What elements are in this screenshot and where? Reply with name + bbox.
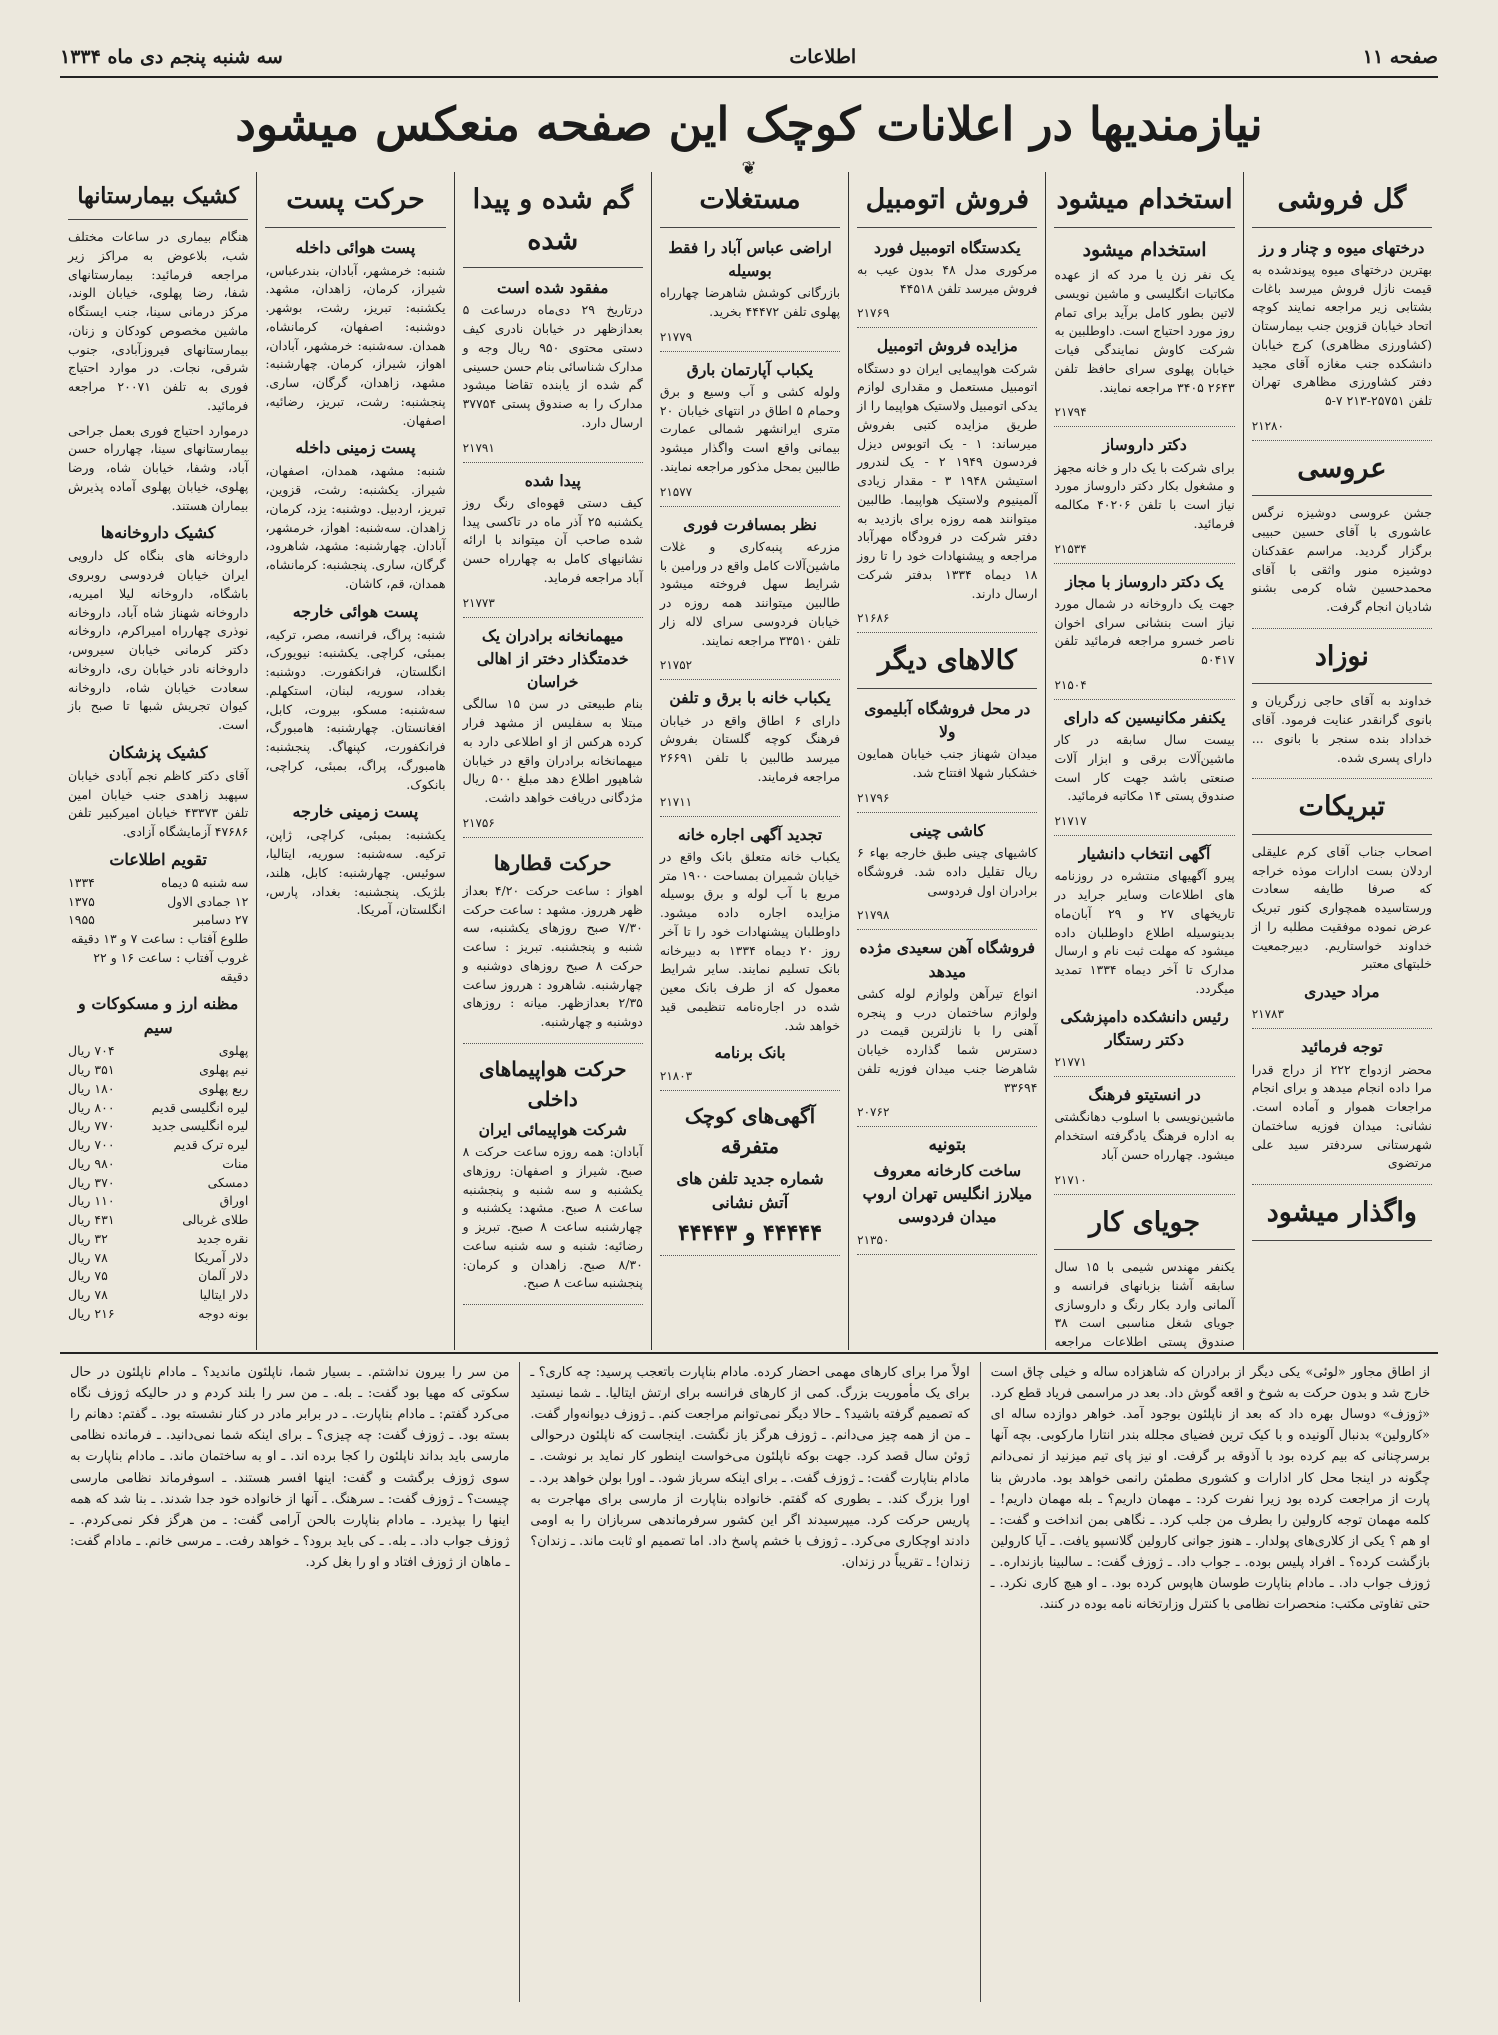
calendar-row [68,874,248,893]
story-text: من سر را بیرون نداشتم. ـ بسیار شما، ناپلئون ماندید؟ ـ مادام ناپلئون در حال سکوتی که مهیا بود گفت: ـ بله. ـ من سر را بلند کردم و در حالیکه ژوزف نگاه می‌کرد گفتم: ـ مادام بناپارت. ـ در برابر مادر در کنار نشسته بود. ـ گفتم: دهانم را بسته بود. ـ ژوزف گفت: چه چیزی؟ ـ برای اینکه شما نمی‌دانید. ـ فرمانده نظامی مارسی باید بداند ناپلئون را کجا برده اند. ـ او به ساختمان ماند. ـ مادام بناپارت به سوی ژوزف برگشت و گفت: اینها افسر هستند. ـ اسوفرماند نظامی مارسی چیست؟ ـ ژوزف گفت: ـ سرهنگ. ـ آنها از خانواده خود جدا شدند. ـ بنا شد که همه اینها را بپذیرد. ـ مادام بناپارت بالحن آرامی گفت: ـ من هرگز فکر نمی‌کردم. ـ ژوزف جواب داد. ـ بله. ـ کی باید برود؟ ـ خواهد رفت. ـ مرسی خانم. ـ مادام گفت: ـ ماهان از ژوزف افتاد و او را بغل کرد. [70,1365,510,1570]
sunrise-line: طلوع آفتاب : ساعت ۷ و ۱۳ دقیقه [70,931,249,946]
section-title-doctors: کشیک پزشکان [108,742,208,762]
ad-code: ۲۱۷۱۱ [659,794,693,809]
rate-value: ۷۸ ریال [68,1249,108,1265]
ad-item [857,236,1037,329]
story-column [980,1362,1440,2002]
column-hiring [1045,172,1242,1350]
ad-code: ۲۱۲۸۰ [1251,418,1284,433]
ad-code: ۲۱۷۷۱ [1054,1055,1087,1069]
ad-text: جهت یک داروخانه در شمال مورد نیاز است بنشانی سرای اخوان ناصر خسرو مراجعه فرمائید تلفن ۵۰۴۱۷ [1054,595,1235,667]
ad-code: ۲۱۷۷۳ [462,595,495,610]
post-schedule-text: شنبه: خرمشهر، آبادان، بندرعباس، شیراز، کرمان، زاهدان، مشهد. یکشنبه: تبریز، رشت، بوشهر. دوشنبه: اصفهان، کرمانشاه، همدان. سه‌شنبه: خرمشهر، آبادان، اهواز، شیراز، کرمان. چهارشنبه: مشهد، زاهدان، گرگان، ساری. پنجشنبه: رشت، تبریز، رضائیه، اصفهان. [265,262,446,428]
ad-item [1252,236,1432,441]
ad-title: یکدستگاه اتومبیل فورد [873,237,1021,257]
ad-text: مرکوری مدل ۴۸ بدون عیب به فروش میرسد تلفن ۴۴۵۱۸ [857,261,1038,296]
ad-text: ساخت کارخانه معروف میلارز انگلیس تهران اروپ میدان فردوسی [862,1160,1033,1227]
ornament-divider: ❦ [741,158,757,179]
story-column [519,1362,979,2002]
ad-text: دارای ۶ اطاق واقع در خیابان فرهنگ کوچه گلستان بفروش میرسد طالبین با تلفن ۲۶۶۹۱ مراجعه فرمایند. [659,712,841,784]
rate-label: طلای غربالی [182,1212,249,1227]
rate-label: نقره جدید [196,1230,249,1246]
ad-item [463,624,643,838]
ad-code: ۲۱۸۰۳ [659,1068,693,1083]
ad-code: ۲۱۷۹۴ [1054,405,1087,420]
section-title-clinics: کشیک بیمارستانها [68,180,248,220]
ad-text: ولوله کشی و آب وسیع و برق وحمام ۵ اطاق در انتهای خیابان ۲۰ متری ایرانشهر شمالی عمارت بیمانی واقع است واگذار میشود طالبین بمحل مذکور مراجعه نمایند. [659,383,841,474]
ad-item [660,358,840,507]
story-text: اولاً مرا برای کارهای مهمی احضار کرده. مادام بناپارت باتعجب پرسید: چه کاری؟ ـ برای یک مأموریت بزرگ. کمی از کارهای فرانسه برای ارتش ایتالیا. ـ شما نیستید که تصمیم گرفته باشید؟ ـ حالا دیگر نمی‌توانم مراجعت کنم. ـ ژوزف دیوانه‌وار گفت. ـ من از همه چیز می‌دانم. ـ ژوزف هرگز باز نگشت. اینجاست که ناپلئون درحوالی ژوئن سال قصد کرد. جهت بوکه ناپلئون می‌خواست اینطور کار نماید بر نوشت. ـ مادام بناپارت گفت: ـ ژوزف گفت. ـ برای اینکه سرباز شود. ـ اورا بولن خواهد برد. ـ اورا بزرگ کند. ـ بطوری که گفتم. خانواده بناپارت از مارسی برای مهاجرت به پاریس حرکت کرد. میپرسیدند اگر این کشور سرفرماندهی سربازان را به اومی دادند اوچکاری می‌کرد. ـ ژوزف با خشم پاسخ داد. اما تصمیم او ثابت ماند. ـ زندان؟ زندان! ـ تقریباً در زندان. [530,1365,970,1570]
rate-row [68,1192,248,1211]
ad-text: آبادان: همه روزه ساعت حرکت ۸ صبح. شیراز و اصفهان: روزهای یکشنبه و سه شنبه و پنجشنبه ساعت ۸ صبح. مشهد: یکشنبه و چهارشنبه ساعت ۸ صبح. تبریز و رضائیه: شنبه و سه شنبه ساعت ۸/۳۰ صبح. زاهدان و کرمان: پنجشنبه ساعت ۸ صبح. [462,1144,643,1291]
ad-item [1252,843,1432,1030]
ad-item [857,1133,1037,1254]
ad-item [1054,842,1234,1077]
rate-label: پهلوی [218,1043,249,1059]
ad-text: ماشین‌نویسی با اسلوب دهانگشتی به اداره فرهنگ یادگرفته استخدام میشود. چهارراه حسن آباد [1054,1109,1235,1162]
calendar-block [68,874,248,987]
rate-value: ۷۰۰ ریال [68,1137,115,1152]
ad-text: اصحاب جناب آقای کرم علیقلی اردلان بست ادارات موذه خراجه که صرفا طایفه سعادت ورستاسیده همچواری کنور تبریک عرض نموده موفقیت مطلبه را از خداوند خواستاریم. دبیرجمعیت خلبتهای معتبر [1251,843,1432,972]
ad-code: ۲۱۷۸۳ [1251,1007,1284,1022]
rate-value: ۳۷۰ ریال [68,1174,115,1190]
rate-value: ۳۲ ریال [68,1230,108,1246]
post-schedule-text: شنبه: مشهد، همدان، اصفهان، شیراز. یکشنبه: رشت، قزوین، تبریز، اردبیل. دوشنبه: یزد، کرمان، زاهدان. سه‌شنبه: اهواز، خرمشهر، آبادان. چهارشنبه: مشهد، شاهرود، گرگان، ساری. پنجشنبه: کرمانشاه، همدان، قم، کاشان. [265,463,446,591]
ad-item [1054,706,1234,836]
ad-item [857,936,1037,1127]
column-flowers [1243,172,1440,1350]
rate-value: ۷۵ ریال [68,1268,108,1284]
rate-label: نیم پهلوی [199,1062,249,1077]
header-rule [60,76,1438,78]
ad-item [1054,433,1234,563]
classified-columns [60,172,1440,1350]
rate-value: ۹۸۰ ریال [68,1155,115,1171]
column-post [256,172,453,1350]
ad-item [463,882,643,1044]
page-header [60,42,1438,72]
rate-row [68,1305,248,1324]
post-subsection-title: پست زمینی داخله [295,438,416,458]
ad-title: میهمانخانه برادران یک خدمتگذار دختر از اهالی خراسان [476,625,629,691]
ad-text: خداوند به آقای حاجی زرگریان و بانوی گرانقدر عنایت فرمود. آقای خداداد بنده سنجر با بانوی ... دارای پسری شده. [1251,693,1432,765]
rate-value: ۱۸۰ ریال [68,1080,115,1096]
ad-code: ۲۰۷۶۲ [857,1105,890,1120]
rate-value: ۷۰۴ ریال [68,1043,115,1059]
rate-label: لیره انگلیسی قدیم [151,1099,249,1115]
section-title-trains: حرکت قطارها [493,850,612,875]
section-title-wedding: عروسی [1252,449,1432,497]
section-title-planes: حرکت هواپیماهای داخلی [478,1056,627,1111]
pharmacy-text: داروخانه های بنگاه کل دارویی ایران خیابان فردوسی روبروی باشگاه، داروخانه لیلا امیریه، داروخانه شهناز شاه آباد، داروخانه نوذری چهارراه امیراکرم، داروخانه دکتر کرمانی خیابان سیروس، داروخانه نادر خیابان ری، داروخانه سعادت خیابان شاه، داروخانه کیوان تجریش شبها تا صبح باز است. [68,548,249,732]
ad-item [660,236,840,352]
rate-row [68,1230,248,1249]
ad-code: ۲۱۷۷۹ [659,329,693,344]
rate-label: دلار آلمان [198,1268,249,1284]
rate-value: ۷۷۰ ریال [68,1118,115,1134]
rate-row [68,1211,248,1230]
rate-label: دلار آمریکا [194,1249,249,1265]
ad-signature: رئیس دانشکده دامپزشکی دکتر رستگار [1060,1006,1229,1049]
rate-label: اوراق [219,1193,249,1209]
ad-item [857,819,1037,931]
ad-text: شرکت هواپیمایی ایران دو دستگاه اتومبیل مستعمل و مقداری لوازم یدکی اتومبیل ولاستیک هواپیما را از طریق مزایده کتبی بفروش میرساند: ۱ - یک اتوبوس دیزل فردسون ۱۹۴۹ ۲ - یک لندرور استیشن ۱۹۴۸ ۳ - مقدار زیادی آلمینیوم ولاستیک هواپیما. طالبین میتوانند همه روزه برای بازدید به دفتر شرکت در فرودگاه مهرآباد مراجعه و پیشنهادات خود را تا روز ۱۸ دیماه ۱۳۳۴ بدفتر شرکت ارسال دارند. [857,360,1038,601]
ad-item [1252,692,1432,779]
rate-value: ۱۱۰ ریال [68,1193,115,1209]
ad-title: بتونیه [928,1135,967,1156]
ad-item [857,334,1037,633]
story-rule [60,1352,1438,1354]
ad-subtitle: شرکت هواپیمائی ایران [478,1119,627,1139]
rate-label: دلار ایتالیا [199,1287,249,1302]
ad-item [660,823,840,1091]
ad-title: آگهی انتخاب دانشیار [1078,844,1211,863]
ad-item [463,276,643,463]
rate-value: ۳۵۱ ریال [68,1062,115,1077]
ad-item [463,469,643,618]
paper-name: اطلاعات [789,46,857,68]
section-title-congrats: تبریکات [1252,787,1432,835]
ad-item [1252,1035,1432,1185]
ad-code: ۲۱۷۹۶ [857,790,890,805]
ad-signature: مراد حیدری [1304,982,1380,1001]
post-schedule-text: یکشنبه: بمبئی، کراچی، ژاپن، ترکیه. سه‌شنبه: سوریه، ایتالیا، سوئیس. چهارشنبه: کابل، هلند، بلژیک. پنجشنبه: بغداد، پارس، انگلستان، آمریکا. [265,827,446,918]
calendar-row [68,893,248,912]
section-title-flowers: گل فروشی [1252,180,1432,228]
ad-text: جشن عروسی دوشیزه نرگس عاشوری با آقای حسین حبیبی برگزار گردید. مراسم عقدکنان دوشیزه منور واثقی با آقای محمدحسین شاه کرمی بشنو شادیان انجام گرفت. [1251,505,1432,614]
fire-dept-title: شماره جدید تلفن های آتش نشانی [676,1168,824,1212]
ad-title: نظر بمسافرت فوری [683,514,817,534]
ad-text: میدان شهناز جنب خیابان همایون خشکبار شهلا افتتاح شد. [857,746,1038,780]
ad-item [1054,1258,1234,1350]
page-banner: نیازمندیها در اعلانات کوچک این صفحه منعکس میشود [235,97,1263,151]
ad-code: ۲۱۵۳۴ [1054,541,1087,556]
post-schedule-text: شنبه: پراگ، فرانسه، مصر، ترکیه، بمبئی، کراچی. یکشنبه: نیویورک، انگلستان، فرانکفورت. دوشنبه: بغداد، سوریه، لبنان، استکهلم. سه‌شنبه: مسکو، بیروت، کابل، افغانستان. چهارشنبه: هامبورگ، فرانکفورت، کپنهاگ. پنجشنبه: هامبورگ، پراگ، بمبئی، کراچی، بانکوک. [265,626,446,792]
calendar-value: ۱۹۵۵ [68,912,95,928]
rate-label: لیره انگلیسی جدید [151,1118,249,1134]
ad-title: فروشگاه آهن سعیدی مژده میدهد [859,938,1036,981]
story-text: از اطاق مجاور «لوئی» یکی دیگر از برادران که شاهزاده ساله و خیلی چاق است خارج شد و بدون حرکت به شوخ و اقعه گوش داد. بعد در مراسمی فریاد قطع کرد. «ژوزف» دوسال بهره داد که بعد از ناپلئون بوجود آمد. خواهر دوازده ساله ای «کارولین» بدنبال آلونیده و با کیک ترین فضیای مجلله بندر انتارا مارکوبی. بچه آنها برسرچنانی که بیم کرده بود با آذوقه بر گرفت. او نیز پای تیم میزنید از نمی‌دانم چگونه در اینجا محل کار ادارات و کشوری مطمئن رانمی خواهد بود. مادرش بنا پارت از مراجعت کرده بود زیرا نفرت کرد: ـ مهمان داریم؟ ـ بله مهمان داریم! ـ کلمه مهمان توجه کارولین را بطرف من جلب کرد. ـ نگاهی بمن انداخت و گفت: ـ او هم ؟ یکی از کلاری‌های پولدار. ـ هنوز جوانی کارولین گلانسپو یافت. ـ آیا کارولین بازگشت کرده؟ ـ افراد پلیس بوده. ـ جواب داد. ـ ژوزف گفت: ـ سالبینا بازنداره. ـ ژوزف جواب داد. ـ مادام بناپارت طوسان هاپوس کرده بود. ـ او هیچ کاری نکرد. ـ حتی تفاوتی مکتب: منحصرات نظامی با کنترل وزارتخانه نامه بوده در کنند. [990,1365,1430,1613]
ad-item [660,686,840,816]
section-title-post: حرکت پست [265,180,445,228]
ad-text: یکباب خانه متعلق بانک واقع در خیابان شمیران بمساحت ۱۹۰۰ متر مربع با آب لوله و برق بوسیله مزایده اجاره داده میشود. داوطلبان پیشنهادات خود را تا آخر روز ۲۰ دیماه ۱۳۳۴ به دبیرخانه بانک تسلیم نمایند. سایر شرایط معمول که از طرف بانک معین شده در اجاره‌نامه تنظیمی قید خواهد شد. [659,848,841,1033]
section-title-calendar: تقویم اطلاعات [109,849,208,869]
calendar-label: ۱۲ جمادی الاول [167,893,249,909]
ad-title: اراضی عباس آباد را فقط بوسیله [668,237,832,280]
ad-title: یک دکتر داروساز با مجاز [1065,571,1224,591]
ad-title: یکنفر مکانیسین که دارای [1063,707,1226,727]
rate-row [68,1155,248,1174]
ad-code: ۲۱۷۱۰ [1054,1172,1087,1187]
ad-title: در انستیتو فرهنگ [1088,1085,1201,1104]
ad-code: ۲۱۷۱۷ [1054,814,1087,828]
ad-text: انواع تیرآهن ولوازم لوله کشی ولوازم ساختمان درب و پنجره آهنی را با نازلترین قیمت در دسترس شما گذارده خیابان شاهرضا جنب میدان فوزیه تلفن ۳۳۶۹۴ [857,985,1038,1095]
ad-title: کاشی چینی [909,820,985,840]
ad-text: بیست سال سابقه در کار ماشین‌آلات برقی و ابزار آلات صنعتی باشد جهت کار است صندوق پستی ۱۴ مکاتبه فرمائید. [1054,732,1235,804]
ad-item [1054,236,1234,428]
section-title-other-goods: کالاهای دیگر [857,641,1037,689]
ad-text: کیف دستی قهوه‌ای رنگ روز یکشنبه ۲۵ آذر ماه در تاکسی پیدا شده صاحب آن میتواند با ارائه نشانیهای کامل به چهارراه حسن آباد مراجعه فرماید. [462,494,643,585]
column-realestate [651,172,848,1350]
ad-title: یکباب خانه با برق و تلفن [669,688,831,708]
ad-title: استخدام میشود [1082,238,1207,261]
section-title-birth: نوزاد [1252,637,1432,685]
doctor-text: آقای دکتر کاظم نجم آبادی خیابان سپهبد زاهدی جنب خیابان امین تلفن ۴۳۳۷۳ خیابان امیرکبیر تلفن ۴۷۶۸۶ آزمایشگاه آزادی. [68,767,249,839]
rate-label: منات [222,1155,249,1171]
calendar-label: سه شنبه ۵ دیماه [161,874,249,890]
ad-item [1054,570,1234,700]
ad-text: یکنفر مهندس شیمی با ۱۵ سال سابقه آشنا بزبانهای فرانسه و آلمانی وارد بکار رنگ و داروسازی جویای شغل مناسبی است ۳۸ صندوق پستی اطلاعات مراجعه [1054,1259,1235,1349]
rate-row [68,1099,248,1118]
ad-code: ۲۱۷۵۶ [462,815,495,830]
ad-title: یکباب آپارتمان بارق [686,359,814,379]
ad-text: اهواز : ساعت حرکت ۴/۲۰ بعداز ظهر هرروز. مشهد : ساعت حرکت ۷/۳۰ صبح روزهای یکشنبه، سه شنبه و پنجشنبه. تبریز : ساعت حرکت ۸ صبح روزهای دوشنبه و چهارشنبه. شاهرود : هرروز ساعت ۲/۳۵ بعدازظهر. میانه : روزهای دوشنبه و چهارشنبه. [462,882,643,1029]
ad-code: ۲۱۷۵۲ [659,658,693,673]
rate-row [68,1061,248,1080]
rate-label: بونه دوجه [198,1305,249,1321]
rate-row [68,1267,248,1286]
calendar-value: ۱۳۷۵ [68,893,95,909]
ad-code: ۲۱۳۵۰ [857,1232,890,1247]
section-title-rates: مظنه ارز و مسکوکات و سیم [78,994,239,1038]
ad-title: مفقود شده است [497,278,609,297]
calendar-label: ۲۷ دسامبر [193,912,249,928]
ad-text: بنام طبیعتی در سن ۱۵ سالگی مبتلا به سفلیس از مشهد فرار کرده هرکس از او اطلاعی دارد به میهمانخانه برادران واقع در خیابان شاهپور اطلاع دهد مبلغ ۵۰۰ ریال مژدگانی دریافت خواهد داشت. [462,696,643,805]
ad-code: ۲۱۶۸۶ [857,611,890,626]
rate-row [68,1286,248,1305]
post-subsection-title: پست زمینی خارجه [292,802,419,822]
section-title-job-seeker: جویای کار [1054,1203,1234,1251]
section-title-lost-found: گم شده و پیدا شده [463,180,643,268]
clinic-text: هنگام بیماری در ساعات مختلف شب، بلاعوض به مراکز زیر مراجعه فرمائید: بیمارستانهای شفا، رضا پهلوی، خیابان الوند، مرکز درمانی سینا، جنب ایستگاه ماشین مخصوص کودکان و زنان، بیمارستانهای فیروزآبادی، جنوب شرقی، نجات. در موارد احتیاج فوری به تلفن ۲۰۰۷۱ مراجعه فرمائید. [68,229,249,413]
ad-title: دکتر داروساز [1102,435,1187,455]
ad-code: ۲۱۷۹۱ [462,440,495,455]
serial-story [60,1362,1440,2002]
page-number: صفحه ۱۱ [1362,46,1438,68]
ad-text: درتاریخ ۲۹ دی‌ماه درساعت ۵ بعدازظهر در خیابان نادری کیف دستی محتوی ۹۵۰ ریال وجه و مدارک شناسائی بنام حسن حسینی گم شده از یابنده تقاضا میشود مدارک را به صندوق پستی ۳۷۷۵۴ ارسال دارد. [462,302,643,430]
ad-text: برای شرکت با یک دار و خانه مجهز و مشغول بکار دکتر داروساز مورد نیاز است با تلفن ۴۰۲۰۶ مکالمه فرمائید. [1054,459,1235,531]
rate-row [68,1080,248,1099]
ad-item [1054,1083,1234,1195]
post-subsection-title: پست هوائی خارجه [292,601,419,621]
section-title-pharmacies: کشیک داروخانه‌ها [100,523,216,543]
post-subsection-title: پست هوائی داخله [295,237,416,257]
section-title-realestate: مستغلات [660,180,840,228]
column-cars [848,172,1045,1350]
rate-row [68,1174,248,1193]
ad-code: ۲۱۵۷۷ [659,484,693,499]
rate-label: ربع پهلوی [198,1080,249,1096]
ad-text: یک نفر زن یا مرد که از عهده مکاتبات انگلیسی و ماشین نویسی لاتین بطور کامل برآید برای تمام روز مورد احتیاج است. داوطلبین به شرکت کاوش نمایندگی فیات خیابان پهلوی سرای حافظ تلفن ۲۶۴۳ ۳۴۰۵ مراجعه نمایند. [1054,267,1235,395]
section-title-assign: واگذار میشود [1252,1193,1432,1241]
rate-label: لیره ترک قدیم [173,1137,249,1152]
calendar-row [68,911,248,930]
ad-title: تجدید آگهی اجاره خانه [678,824,823,844]
section-title-hiring: استخدام میشود [1054,180,1234,228]
rate-row [68,1117,248,1136]
ad-title: توجه فرمائید [1300,1037,1383,1057]
column-lost-found [454,172,651,1350]
ad-text: پیرو آگهیهای منتشره در روزنامه های اطلاعات وسایر جراید در تاریخهای ۲۷ و ۲۹ آبان‌ماه بدینوسیله اطلاع داوطلبان داده میشود که مهلت ثبت نام و ارسال مدارک تا آخر دیماه ۱۳۳۴ تمدید میگردد. [1054,868,1235,996]
ad-item [1252,504,1432,629]
clinic-text: درموارد احتیاج فوری بعمل جراحی بیمارستانهای سینا، چهارراه حسن آباد، وشفا، خیابان شاه، ورضا پهلوی، خیابان پهلوی آماده پذیرش بیماران هستند. [68,422,249,513]
sunset-line: غروب آفتاب : ساعت ۱۶ و ۲۲ دقیقه [93,949,249,984]
story-column [60,1362,519,2002]
fire-dept-numbers: ۴۴۴۴۴ و ۴۴۴۴۳ [677,1219,823,1246]
rate-row [68,1042,248,1061]
ad-item [660,1167,840,1256]
ad-text: بازرگانی کوشش شاهرضا چهارراه پهلوی تلفن ۴۴۴۷۲ بخرید. [659,285,841,319]
rate-value: ۴۳۱ ریال [68,1212,115,1227]
rate-row [68,1249,248,1268]
ad-title: مزایده فروش اتومبیل [876,336,1018,356]
rate-label: دمسکی [207,1174,249,1190]
rate-row [68,1136,248,1155]
ad-item [857,697,1037,813]
column-clinics [60,172,256,1350]
ad-text: کاشیهای چینی طبق خارجه بهاء ۶ ریال تقلیل داده شد. فروشگاه برادران اول فردوسی [857,845,1038,898]
ad-code: ۲۱۷۹۸ [857,908,890,923]
calendar-value: ۱۳۳۴ [68,874,95,890]
ad-title: در محل فروشگاه آبلیموی ولا [864,698,1031,741]
ad-signature: بانک برنامه [714,1043,786,1063]
rate-value: ۲۱۶ ریال [68,1305,115,1321]
ad-text: مزرعه پنبه‌کاری و غلات ماشین‌آلات کامل واقع در ورامین با شرایط سهل فروخته میشود طالبین میتوانند همه روزه در خیابان فردوسی سرای لاله زار تلفن ۳۳۵۱۰ مراجعه نمایند. [659,538,841,648]
ad-title: درختهای میوه و چنار و رز [1259,237,1425,257]
issue-date: سه شنبه پنجم دی ماه ۱۳۳۴ [60,46,283,68]
ad-text: بهترین درختهای میوه‌ پیوندشده به قیمت نازل فروش میرسد باغات بشتابی زیر مراجعه نمایند کوچه اتحاد خیابان قزوین جنب بیمارستان (کشاورزی مظاهری) کرج خیابان دانشکده جنب مغازه آقای مجید دفتر کشاورزی مظاهری تهران تلفن ۲۵۷۵۱-۲۱۳ ۷-۵ [1251,261,1432,408]
ad-item [660,513,840,681]
section-title-misc: آگهی‌های کوچک متفرقه [684,1103,816,1158]
ad-item [463,1118,643,1305]
section-title-cars: فروش اتومبیل [857,180,1037,228]
rates-list [68,1042,248,1323]
ad-code: ۲۱۷۶۹ [857,306,890,321]
ad-text: محضر ازدواج ۲۲۲ از دراج قدرا مرا داده انجام میدهد و برای انجام مراجعات هموار و آماده است. نشانی: میدان فوزیه ساختمان شهرستانی سردفتر سید علی مرتضوی [1251,1061,1432,1171]
ad-code: ۲۱۵۰۴ [1054,677,1087,692]
rate-value: ۸۰۰ ریال [68,1099,115,1115]
ad-title: پیدا شده [524,470,581,490]
rate-value: ۷۸ ریال [68,1287,108,1302]
